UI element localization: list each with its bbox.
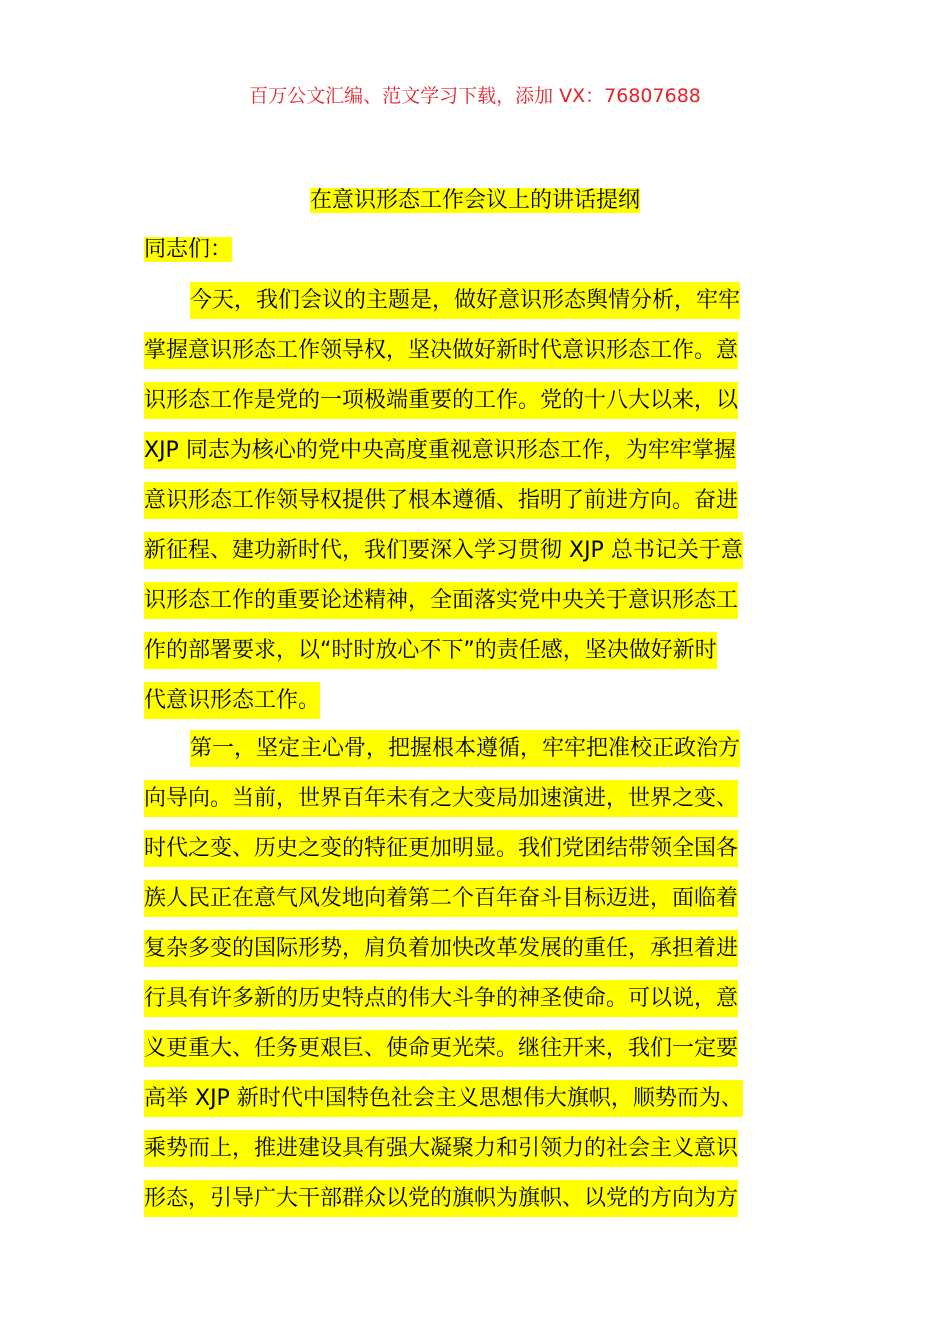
document-title-text: 在意识形态工作会议上的讲话提纲 <box>309 188 640 213</box>
text-line: 时代之变、历史之变的特征更加明显。我们党团结带领全国各 <box>144 824 808 874</box>
text-line: 义更重大、任务更艰巨、使命更光荣。继往开来，我们一定要 <box>144 1024 808 1074</box>
text-line: 高举 XJP 新时代中国特色社会主义思想伟大旗帜，顺势而为、 <box>144 1074 808 1124</box>
header-note: 百万公文汇编、范文学习下载，添加 VX：76807688 <box>249 85 701 107</box>
text-line: 识形态工作是党的一项极端重要的工作。党的十八大以来，以 <box>144 376 808 426</box>
text-line: 形态，引导广大干部群众以党的旗帜为旗帜、以党的方向为方 <box>144 1174 808 1224</box>
paragraph-intro <box>144 276 808 726</box>
text-line: 族人民正在意气风发地向着第二个百年奋斗目标迈进，面临着 <box>144 874 808 924</box>
text-line: 行具有许多新的历史特点的伟大斗争的神圣使命。可以说，意 <box>144 974 808 1024</box>
text-line: 复杂多变的国际形势，肩负着加快改革发展的重任，承担着进 <box>144 924 808 974</box>
text-line: 乘势而上，推进建设具有强大凝聚力和引领力的社会主义意识 <box>144 1124 808 1174</box>
text-line: 作的部署要求，以“时时放心不下”的责任感，坚决做好新时 <box>144 626 808 676</box>
salutation-text: 同志们： <box>144 237 233 262</box>
text-line: 第一，坚定主心骨，把握根本遵循，牢牢把准校正政治方 <box>144 724 808 774</box>
text-line: XJP 同志为核心的党中央高度重视意识形态工作，为牢牢掌握 <box>144 426 808 476</box>
text-line: 代意识形态工作。 <box>144 676 808 726</box>
text-line: 识形态工作的重要论述精神，全面落实党中央关于意识形态工 <box>144 576 808 626</box>
text-line: 意识形态工作领导权提供了根本遵循、指明了前进方向。奋进 <box>144 476 808 526</box>
text-line: 新征程、建功新时代，我们要深入学习贯彻 XJP 总书记关于意 <box>144 526 808 576</box>
document-title <box>0 181 950 221</box>
text-line: 向导向。当前，世界百年未有之大变局加速演进，世界之变、 <box>144 774 808 824</box>
text-line: 掌握意识形态工作领导权，坚决做好新时代意识形态工作。意 <box>144 326 808 376</box>
salutation <box>144 230 232 270</box>
text-line: 今天，我们会议的主题是，做好意识形态舆情分析，牢牢 <box>144 276 808 326</box>
paragraph-first-point <box>144 724 808 1224</box>
